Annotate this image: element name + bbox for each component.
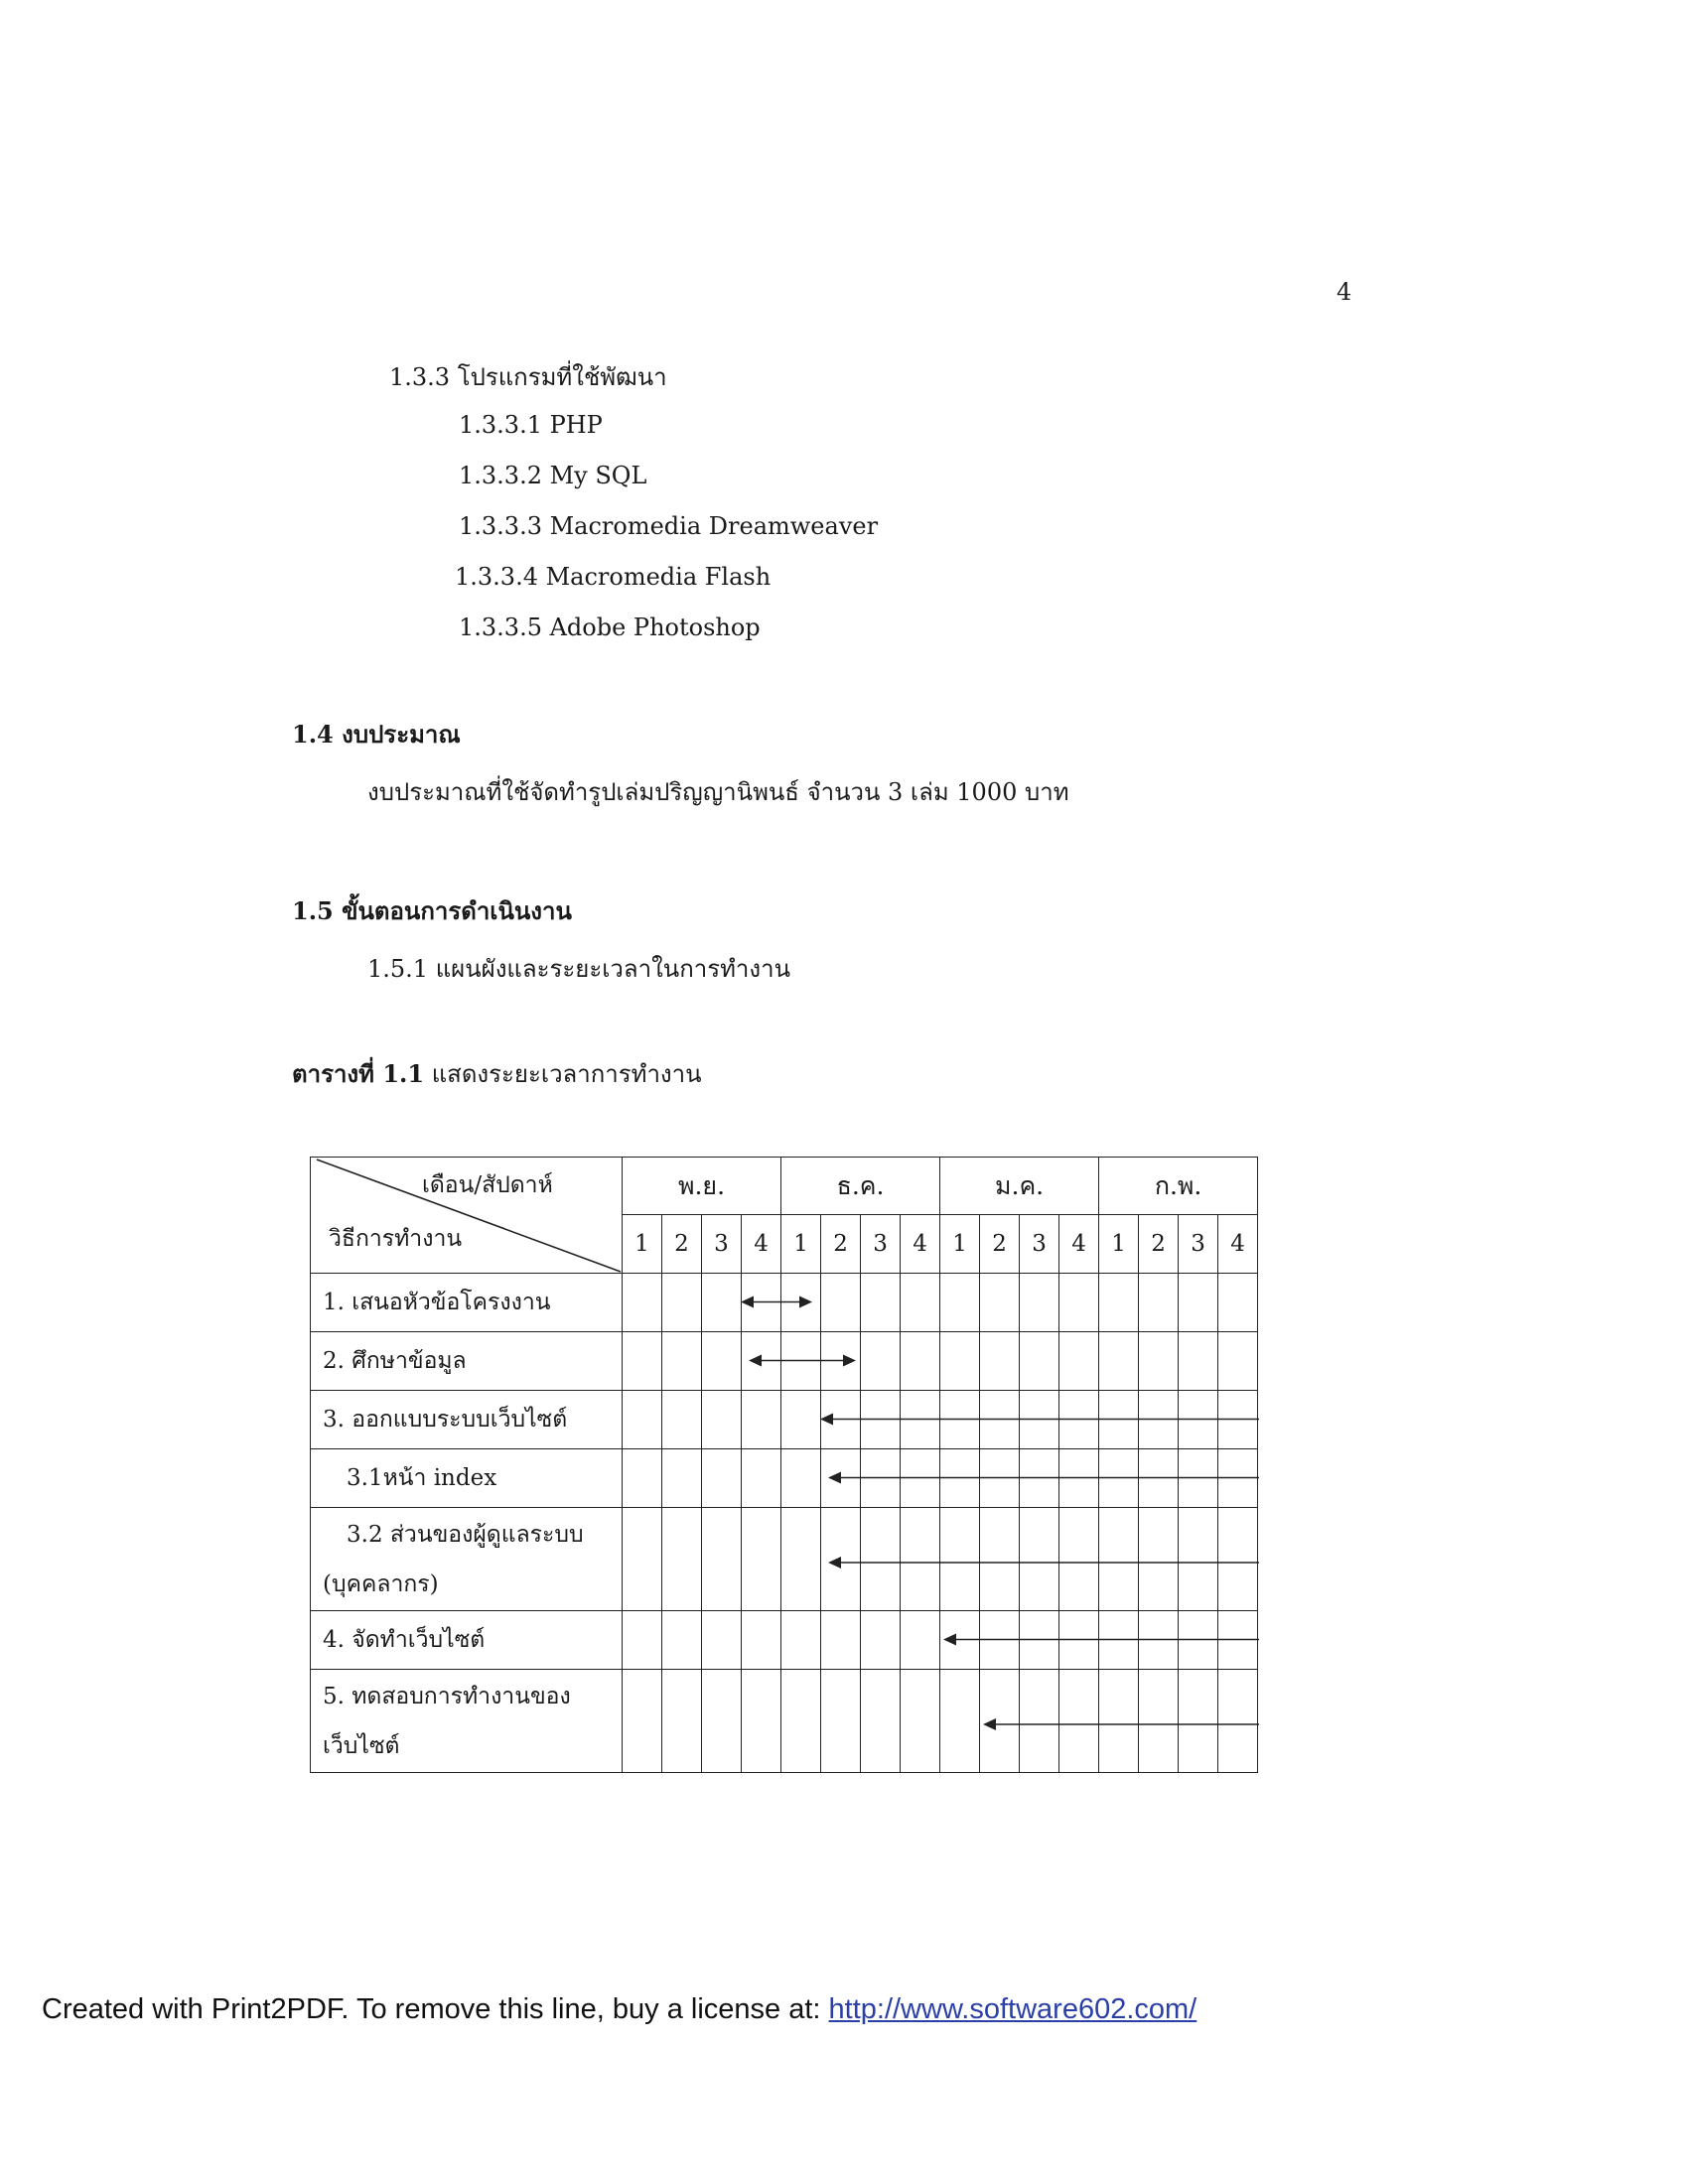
week-header: 4 — [742, 1215, 781, 1274]
week-cell — [1059, 1449, 1099, 1508]
week-cell — [1218, 1449, 1258, 1508]
task-label — [311, 1449, 623, 1508]
week-cell — [861, 1449, 901, 1508]
week-cell — [861, 1670, 901, 1773]
corner-header — [311, 1158, 623, 1274]
table-row — [311, 1670, 1258, 1773]
week-cell — [1020, 1670, 1059, 1773]
table-caption — [292, 1054, 702, 1093]
week-cell — [623, 1611, 662, 1670]
week-header: 3 — [1020, 1215, 1059, 1274]
week-cell — [1179, 1391, 1218, 1449]
week-cell — [901, 1611, 940, 1670]
week-cell — [861, 1391, 901, 1449]
page-number: 4 — [1336, 278, 1352, 306]
week-header: 1 — [623, 1215, 662, 1274]
budget-text: งบประมาณที่ใช้จัดทำรูปเล่มปริญญานิพนธ์ จำนวน 3 เล่ม 1000 บาท — [367, 778, 1069, 806]
week-cell — [742, 1391, 781, 1449]
week-cell — [1020, 1332, 1059, 1391]
week-cell — [901, 1274, 940, 1332]
week-cell — [821, 1670, 861, 1773]
week-cell — [1179, 1508, 1218, 1611]
week-cell — [1218, 1332, 1258, 1391]
week-cell — [1059, 1391, 1099, 1449]
week-cell — [1139, 1670, 1179, 1773]
week-header: 4 — [1218, 1215, 1258, 1274]
week-cell — [742, 1670, 781, 1773]
task-label-line: 3.2 ส่วนของผู้ดูแลระบบ — [347, 1521, 584, 1548]
month-header: ธ.ค. — [781, 1158, 940, 1215]
week-cell — [1020, 1508, 1059, 1611]
week-cell — [1179, 1332, 1218, 1391]
task-label — [311, 1670, 623, 1773]
week-cell — [702, 1332, 742, 1391]
week-cell — [781, 1391, 821, 1449]
section-1-4-heading: 1.4 งบประมาณ — [292, 720, 461, 749]
month-header: ก.พ. — [1099, 1158, 1258, 1215]
week-cell — [821, 1274, 861, 1332]
week-cell — [940, 1332, 980, 1391]
table-row — [311, 1391, 1258, 1449]
week-cell — [781, 1332, 821, 1391]
week-cell — [821, 1391, 861, 1449]
week-cell — [980, 1274, 1020, 1332]
week-header: 2 — [821, 1215, 861, 1274]
week-cell — [662, 1670, 702, 1773]
week-cell — [662, 1449, 702, 1508]
corner-bottom-label: วิธีการทำงาน — [329, 1226, 463, 1252]
week-cell — [1020, 1449, 1059, 1508]
table-row — [311, 1508, 1258, 1611]
section-1-3-3-heading: 1.3.3 โปรแกรมที่ใช้พัฒนา — [389, 363, 667, 391]
table-caption-label: ตารางที่ 1.1 — [292, 1059, 425, 1088]
week-cell — [901, 1508, 940, 1611]
week-header: 2 — [980, 1215, 1020, 1274]
week-cell — [980, 1611, 1020, 1670]
week-cell — [1179, 1611, 1218, 1670]
week-cell — [702, 1391, 742, 1449]
week-cell — [861, 1508, 901, 1611]
week-cell — [901, 1391, 940, 1449]
section-1-5-1-text: 1.5.1 แผนผังและระยะเวลาในการทำงาน — [367, 955, 790, 983]
list-item: 1.3.3.4 Macromedia Flash — [455, 563, 772, 591]
week-cell — [1179, 1274, 1218, 1332]
task-label — [311, 1611, 623, 1670]
week-cell — [901, 1332, 940, 1391]
week-cell — [1218, 1274, 1258, 1332]
task-label-line: 4. จัดทำเว็บไซต์ — [323, 1627, 486, 1653]
week-cell — [940, 1274, 980, 1332]
week-cell — [623, 1274, 662, 1332]
week-cell — [1059, 1508, 1099, 1611]
week-cell — [940, 1670, 980, 1773]
week-cell — [662, 1332, 702, 1391]
week-cell — [1099, 1611, 1139, 1670]
week-cell — [1099, 1508, 1139, 1611]
table-row — [311, 1449, 1258, 1508]
task-label — [311, 1391, 623, 1449]
week-cell — [821, 1449, 861, 1508]
week-cell — [1179, 1670, 1218, 1773]
week-cell — [702, 1611, 742, 1670]
table-row — [311, 1611, 1258, 1670]
week-cell — [1139, 1449, 1179, 1508]
week-cell — [980, 1391, 1020, 1449]
list-item: 1.3.3.5 Adobe Photoshop — [459, 614, 761, 641]
week-header: 3 — [1179, 1215, 1218, 1274]
week-cell — [662, 1611, 702, 1670]
week-cell — [702, 1274, 742, 1332]
week-cell — [821, 1332, 861, 1391]
week-cell — [702, 1508, 742, 1611]
week-cell — [980, 1508, 1020, 1611]
week-cell — [781, 1611, 821, 1670]
week-cell — [781, 1274, 821, 1332]
corner-top-label: เดือน/สัปดาห์ — [422, 1172, 553, 1198]
week-header: 2 — [1139, 1215, 1179, 1274]
week-cell — [742, 1449, 781, 1508]
task-label — [311, 1508, 623, 1611]
week-cell — [1218, 1670, 1258, 1773]
week-cell — [781, 1670, 821, 1773]
week-cell — [1020, 1611, 1059, 1670]
week-cell — [1139, 1611, 1179, 1670]
week-cell — [623, 1332, 662, 1391]
week-cell — [1218, 1508, 1258, 1611]
week-cell — [1099, 1670, 1139, 1773]
week-cell — [861, 1274, 901, 1332]
footer-link[interactable]: http://www.software602.com/ — [828, 1993, 1197, 2025]
month-header: พ.ย. — [623, 1158, 781, 1215]
task-label — [311, 1274, 623, 1332]
footer-text: Created with Print2PDF. To remove this line, buy a license at: — [42, 1993, 829, 2025]
week-header: 4 — [901, 1215, 940, 1274]
week-cell — [662, 1391, 702, 1449]
week-cell — [1059, 1611, 1099, 1670]
list-item: 1.3.3.3 Macromedia Dreamweaver — [459, 512, 879, 540]
table-row — [311, 1274, 1258, 1332]
week-cell — [1020, 1274, 1059, 1332]
week-header: 3 — [861, 1215, 901, 1274]
week-cell — [742, 1274, 781, 1332]
task-label-line: 3. ออกแบบระบบเว็บไซต์ — [323, 1407, 568, 1433]
week-cell — [1099, 1449, 1139, 1508]
month-header: ม.ค. — [940, 1158, 1099, 1215]
week-header: 1 — [1099, 1215, 1139, 1274]
week-cell — [1139, 1391, 1179, 1449]
week-cell — [980, 1332, 1020, 1391]
gantt-table — [310, 1157, 1258, 1773]
week-cell — [623, 1449, 662, 1508]
week-cell — [1059, 1274, 1099, 1332]
watermark-footer — [42, 1993, 1196, 2026]
week-cell — [980, 1670, 1020, 1773]
week-cell — [1099, 1332, 1139, 1391]
task-label-line: เว็บไซต์ — [323, 1732, 400, 1759]
week-cell — [742, 1332, 781, 1391]
week-cell — [781, 1508, 821, 1611]
table-caption-text: แสดงระยะเวลาการทำงาน — [424, 1060, 702, 1088]
week-cell — [702, 1670, 742, 1773]
week-cell — [781, 1449, 821, 1508]
week-cell — [861, 1332, 901, 1391]
week-cell — [1020, 1391, 1059, 1449]
week-cell — [1218, 1611, 1258, 1670]
week-header: 3 — [702, 1215, 742, 1274]
week-header: 2 — [662, 1215, 702, 1274]
section-1-5-heading: 1.5 ขั้นตอนการดำเนินงาน — [292, 896, 572, 925]
week-header: 1 — [940, 1215, 980, 1274]
task-label-line: 5. ทดสอบการทำงานของ — [323, 1683, 571, 1709]
week-cell — [940, 1611, 980, 1670]
week-cell — [1139, 1274, 1179, 1332]
week-header: 4 — [1059, 1215, 1099, 1274]
table-row — [311, 1332, 1258, 1391]
task-label-line: (บุคคลากร) — [323, 1570, 439, 1597]
week-cell — [623, 1508, 662, 1611]
week-cell — [940, 1508, 980, 1611]
week-cell — [821, 1611, 861, 1670]
week-header: 1 — [781, 1215, 821, 1274]
week-cell — [821, 1508, 861, 1611]
week-cell — [1139, 1332, 1179, 1391]
week-cell — [742, 1611, 781, 1670]
week-cell — [623, 1391, 662, 1449]
week-cell — [940, 1449, 980, 1508]
week-cell — [1059, 1670, 1099, 1773]
week-cell — [702, 1449, 742, 1508]
task-label-line: 2. ศึกษาข้อมูล — [323, 1348, 467, 1374]
week-cell — [940, 1391, 980, 1449]
week-cell — [1218, 1391, 1258, 1449]
task-label-line: 3.1หน้า index — [347, 1465, 497, 1491]
week-cell — [980, 1449, 1020, 1508]
week-cell — [662, 1274, 702, 1332]
week-cell — [1099, 1274, 1139, 1332]
week-cell — [662, 1508, 702, 1611]
week-cell — [623, 1670, 662, 1773]
list-item: 1.3.3.2 My SQL — [459, 462, 647, 489]
week-cell — [901, 1670, 940, 1773]
week-cell — [1059, 1332, 1099, 1391]
week-cell — [1139, 1508, 1179, 1611]
week-cell — [861, 1611, 901, 1670]
list-item: 1.3.3.1 PHP — [459, 411, 603, 439]
task-label-line: 1. เสนอหัวข้อโครงงาน — [323, 1290, 551, 1315]
task-label — [311, 1332, 623, 1391]
week-cell — [1179, 1449, 1218, 1508]
week-cell — [742, 1508, 781, 1611]
week-cell — [1099, 1391, 1139, 1449]
week-cell — [901, 1449, 940, 1508]
